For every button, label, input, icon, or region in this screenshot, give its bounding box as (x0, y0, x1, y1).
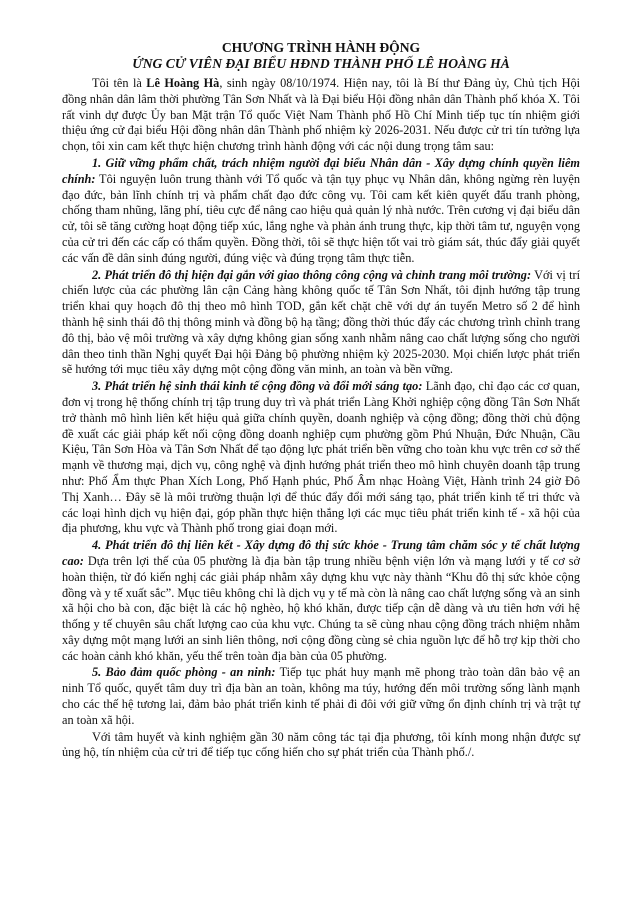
section-heading: 2. Phát triển đô thị hiện đại gắn với giao thông công cộng và chỉnh trang môi trường: (92, 267, 532, 282)
section-body: Lãnh đạo, chỉ đạo các cơ quan, đơn vị trong hệ thống chính trị tập trung duy trì và phát triển Làng Khởi nghiệp cộng đồng Tân Sơn Nhất trở thành mô hình liên kết hiệu quả giữa chính quyền, doanh nghiệp và cộng đồng; đồng thời chủ động đề xuất các giải pháp kết nối cộng đồng doanh nghiệp cụm phường gồm Phú Nhuận, Đức Nhuận, Cầu Kiệu, Tân Sơn Hòa và Tân Sơn Nhất để tạo động lực phát triển bền vững cho toàn khu vực trên cơ sở thế mạnh về thương mại, dịch vụ, công nghệ và định hướng phát triển theo mô hình chuyên doanh tập trung như: Phố Ẩm thực Phan Xích Long, Phố Hạnh phúc, Phố Âm nhạc Hoàng Việt, Hành trình 24 giờ Đô Thị Xanh… Đây sẽ là môi trường thuận lợi để thúc đẩy đổi mới sáng tạo, phát triển kinh tế tri thức và các loại hình dịch vụ hiện đại, góp phần thực hiện thắng lợi các mục tiêu phát triển kinh tế - xã hội của địa phương, khu vực và Thành phố trong giai đoạn mới. (62, 379, 580, 536)
section-body: Tôi nguyện luôn trung thành với Tổ quốc và tận tụy phục vụ Nhân dân, không ngừng rèn luyện đạo đức, bản lĩnh chính trị và phẩm chất đạo đức công vụ. Tôi cam kết kiên quyết đấu tranh phòng, chống tham nhũng, lãng phí, tiêu cực để nâng cao hiệu quả quản lý nhà nước. Trên cương vị đại biểu dân cử, tôi sẽ tăng cường hoạt động tiếp xúc, lắng nghe và phản ánh trung thực, kịp thời tâm tư, nguyện vọng của cử tri đến các cấp có thẩm quyền. Đồng thời, tôi sẽ thực hiện tốt vai trò giám sát, thúc đẩy giải quyết các vấn đề dân sinh đúng người, đúng việc và đúng trọng tâm thực tiễn. (62, 171, 580, 265)
intro-paragraph (62, 76, 580, 155)
section-4 (62, 538, 580, 664)
section-body: Dựa trên lợi thế của 05 phường là địa bàn tập trung nhiều bệnh viện lớn và mạng lưới y tế cơ sở hoàn thiện, từ đó kiến nghị các giải pháp nhằm xây dựng khu vực này thành “Khu đô thị sức khỏe cộng đồng và y tế xuất sắc”. Mục tiêu không chỉ là dịch vụ y tế mà còn là nâng cao chất lượng sống và an sinh xã hội cho bà con, đặc biệt là các hộ nghèo, hộ khó khăn, được tiếp cận dễ dàng và ưu tiên hơn với hệ thống y tế chuyên sâu chất lượng cao của khu vực. Chúng ta sẽ cùng nhau cộng đồng trách nhiệm nhằm xây dựng một mạng lưới an sinh liên thông, nơi cộng đồng cùng sẻ chia nguồn lực để hỗ trợ kịp thời cho các hoàn cảnh khó khăn, yếu thế trên toàn địa bàn của 05 phường. (62, 553, 580, 663)
section-body: Tiếp tục phát huy mạnh mẽ phong trào toàn dân bảo vệ an ninh Tổ quốc, quyết tâm duy trì địa bàn an toàn, không ma túy, hướng đến môi trường sống lành mạnh cho các thế hệ tương lai, đảm bảo phát triển kinh tế phải đi đôi với giữ vững ổn định chính trị và trật tự an toàn xã hội. (62, 665, 580, 727)
document-subtitle: ỨNG CỬ VIÊN ĐẠI BIỂU HĐND THÀNH PHỐ LÊ HOÀNG HÀ (132, 56, 510, 71)
document-title: CHƯƠNG TRÌNH HÀNH ĐỘNG (221, 40, 421, 55)
section-heading: 1. Giữ vững phẩm chất, trách nhiệm người đại biểu Nhân dân - Xây dựng chính quyền liêm chính: (62, 155, 580, 186)
candidate-name: Lê Hoàng Hà (146, 76, 220, 90)
section-1 (62, 156, 580, 267)
intro-text-2: , sinh ngày 08/10/1974. Hiện nay, tôi là Bí thư Đảng ủy, Chủ tịch Hội đồng nhân dân lâm thời phường Tân Sơn Nhất và là Đại biểu Hội đồng nhân dân Thành phố khóa X. Tôi rất vinh dự được Ủy ban Mặt trận Tổ quốc Việt Nam Thành phố Hồ Chí Minh tiếp tục tín nhiệm giới thiệu ứng cử đại biểu Hội đồng nhân dân Thành phố nhiệm kỳ 2026-2031. Nếu được cử tri tín tưởng lựa chọn, tôi xin cam kết thực hiện chương trình hành động với các nội dung trọng tâm sau: (62, 76, 581, 154)
closing-paragraph: Với tâm huyết và kinh nghiệm gần 30 năm công tác tại địa phương, tôi kính mong nhận được sự ủng hộ, tín nhiệm của cử tri để tiếp tục cống hiến cho sự phát triển của Thành phố./. (62, 729, 580, 760)
section-2 (62, 268, 580, 379)
section-heading: 3. Phát triển hệ sinh thái kinh tế cộng đồng và đổi mới sáng tạo: (92, 379, 423, 394)
section-heading: 4. Phát triển đô thị liên kết - Xây dựng đô thị sức khỏe - Trung tâm chăm sóc y tế chất lượng cao: (62, 538, 580, 568)
section-5 (62, 665, 580, 728)
section-heading: 5. Bảo đảm quốc phòng - an ninh: (92, 665, 276, 680)
intro-text-1: Tôi tên là (92, 76, 147, 90)
section-3 (62, 379, 580, 537)
section-body: Với vị trí chiến lược của các phường lân cận Cảng hàng không quốc tế Tân Sơn Nhất, tôi định hướng tập trung triển khai quy hoạch đô thị theo mô hình TOD, gắn kết chặt chẽ với dự án tuyến Metro số 2 để hình thành hệ sinh thái đô thị thông minh và đồng bộ hạ tầng; đồng thời thúc đẩy các chương trình chỉnh trang đô thị, bảo vệ môi trường và xây dựng không gian sống xanh nhằm nâng cao chất lượng sống cho người dân theo tinh thần Nghị quyết Đại hội Đảng bộ phường nhiệm kỳ 2025-2030. Mọi chiến lược phát triển sẽ hướng tới mục tiêu xây dựng một cộng đồng văn minh, an toàn và bền vững. (62, 267, 580, 377)
